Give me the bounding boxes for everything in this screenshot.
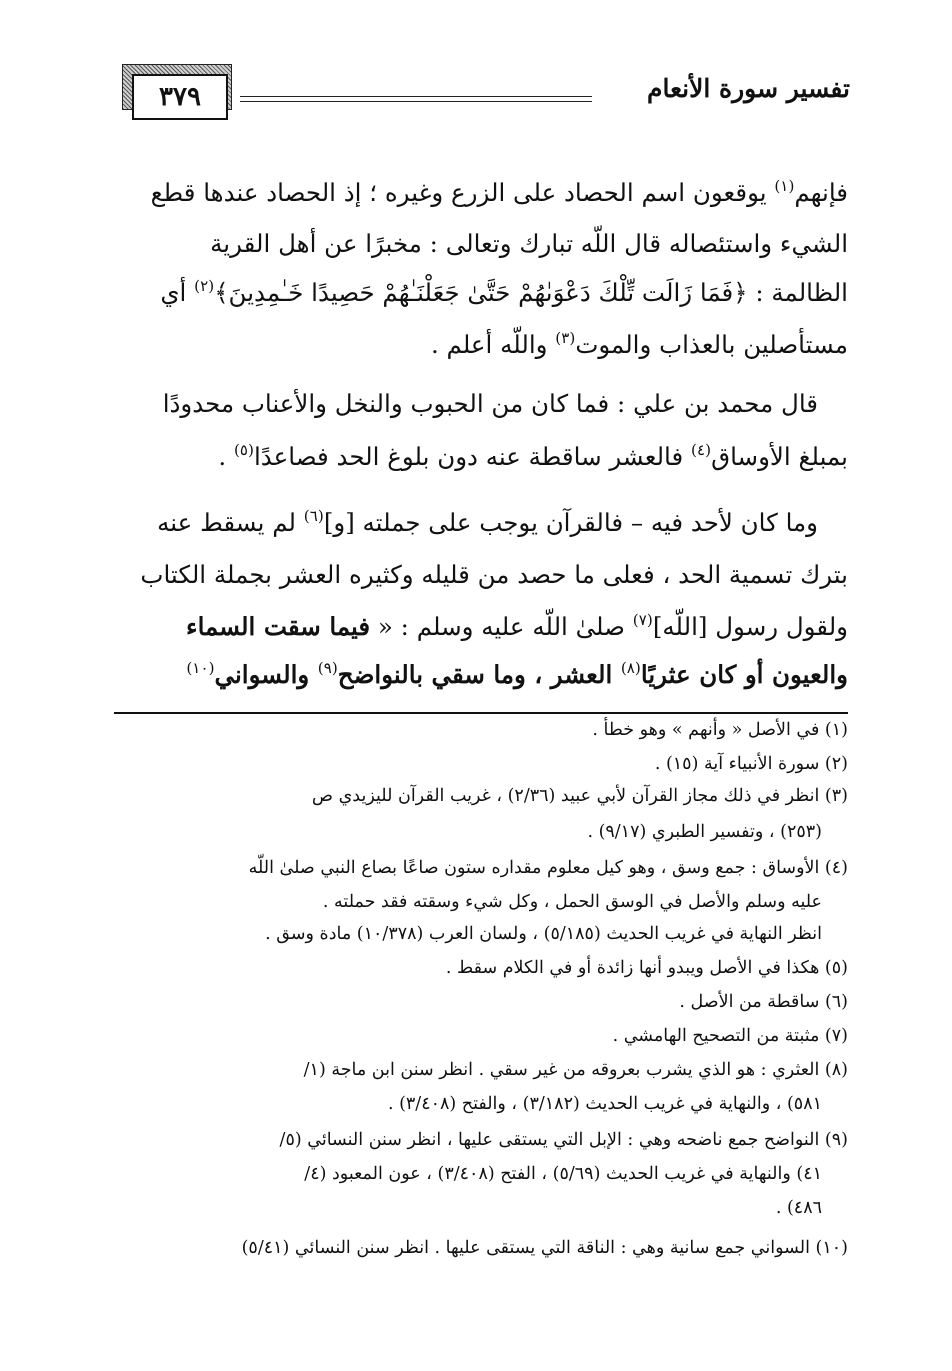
page-number: ٣٧٩ [132, 74, 228, 120]
text-run: صلىٰ اللّه عليه وسلم : « [370, 612, 633, 641]
text-line [140, 560, 848, 589]
text-line [151, 178, 848, 207]
footnote-line: عليه وسلم والأصل في الوسق الحمل ، وكل شيء وسقته فقد حملته . [322, 892, 822, 912]
text-line [210, 229, 848, 258]
text-run: فإنهم [794, 178, 848, 207]
running-title: تفسير سورة الأنعام [646, 74, 850, 103]
footnote-line: (٦) ساقطة من الأصل . [679, 992, 848, 1012]
text-run: بترك تسمية الحد ، فعلى ما حصد من قليله وكثيره العشر بجملة الكتاب [140, 560, 848, 589]
text-line [431, 330, 848, 359]
header-rule [240, 96, 592, 97]
text-run: الشيء واستئصاله قال اللّه تبارك وتعالى : مخبرًا عن أهل القرية [210, 229, 848, 258]
text-run: أي [160, 278, 195, 307]
text-run: قال محمد بن علي : فما كان من الحبوب والنخل والأعناب محدودًا [162, 389, 818, 418]
text-line [218, 442, 848, 471]
footnote-line: (٥) هكذا في الأصل ويبدو أنها زائدة أو في الكلام سقط . [445, 958, 848, 978]
footnote-marker: (١٠) [186, 659, 215, 678]
text-run: فالعشر ساقطة عنه دون بلوغ الحد فصاعدًا [253, 442, 692, 471]
text-run: وما كان لأحد فيه – فالقرآن يوجب على جملته [و] [323, 508, 818, 537]
footnote-line: (٨) العثري : هو الذي يشرب بعروقه من غير سقي . انظر سنن ابن ماجة (١/ [303, 1060, 848, 1080]
footnote-marker: (٦) [303, 507, 324, 526]
text-run: بمبلغ الأوساق [711, 442, 848, 471]
footnote-line: (١) في الأصل « وأنهم » وهو خطأ . [592, 720, 848, 740]
text-line [186, 660, 848, 689]
text-line [186, 612, 848, 641]
header-rule [240, 101, 592, 102]
footnote-line: (٩) النواضح جمع ناضحه وهي : الإبل التي يستقى عليها ، انظر سنن النسائي (٥/ [279, 1130, 848, 1150]
footnote-marker: (٨) [620, 659, 641, 678]
footnote-line: ٥٨١) ، والنهاية في غريب الحديث (٣/١٨٢) ، والفتح (٣/٤٠٨) . [387, 1094, 822, 1114]
hadith-text: العشر ، وما سقي بالنواضح [337, 660, 621, 689]
text-line [163, 389, 818, 418]
footnote-line: (٣) انظر في ذلك مجاز القرآن لأبي عبيد (٢/٣٦) ، غريب القرآن لليزيدي ص [311, 786, 848, 806]
footnote-line: ٤٨٦) . [775, 1198, 822, 1218]
footnote-marker: (٥) [233, 441, 254, 460]
footnote-marker: (١) [774, 177, 795, 196]
hadith-text: فيما سقت السماء [186, 612, 371, 641]
text-run: الظالمة : ﴿فَمَا زَالَت تِّلْكَ دَعْوَىٰهُمْ حَتَّىٰ جَعَلْنَـٰهُمْ حَصِيدًا خَـٰمِدِينَ﴾ [214, 278, 848, 307]
footnote-line: (٢) سورة الأنبياء آية (١٥) . [654, 754, 848, 774]
text-run: مستأصلين بالعذاب والموت [575, 330, 848, 359]
footnote-line: (٧) مثبتة من التصحيح الهامشي . [612, 1026, 848, 1046]
text-run: يوقعون اسم الحصاد على الزرع وغيره ؛ إذ الحصاد عندها قطع [150, 178, 775, 207]
text-run: ولقول رسول [اللّه] [652, 612, 848, 641]
text-line [157, 508, 818, 537]
footnote-marker: (٩) [317, 659, 338, 678]
text-run: واللّه أعلم . [430, 330, 556, 359]
footnote-marker: (٢) [194, 277, 215, 296]
footnote-line: (٢٥٣) ، وتفسير الطبري (٩/١٧) . [587, 822, 822, 842]
footnote-marker: (٤) [691, 441, 712, 460]
hadith-underline [114, 712, 848, 714]
text-line [160, 278, 848, 307]
footnote-line: (٤) الأوساق : جمع وسق ، وهو كيل معلوم مقداره ستون صاعًا بصاع النبي صلىٰ اللّه [248, 858, 848, 878]
footnote-line: (١٠) السواني جمع سانية وهي : الناقة التي يستقى عليها . انظر سنن النسائي (٥/٤١) [241, 1238, 848, 1258]
footnote-line: ٤١) والنهاية في غريب الحديث (٥/٦٩) ، الفتح (٣/٤٠٨) ، عون المعبود (٤/ [304, 1164, 822, 1184]
text-run: لم يسقط عنه [157, 508, 304, 537]
footnote-marker: (٧) [632, 611, 653, 630]
text-run: . [218, 442, 234, 471]
footnote-marker: (٣) [555, 329, 576, 348]
hadith-text: والعيون أو كان عثريًا [640, 660, 848, 689]
footnote-line: انظر النهاية في غريب الحديث (٥/١٨٥) ، ولسان العرب (١٠/٣٧٨) مادة وسق . [265, 924, 822, 944]
hadith-text: والسواني [214, 660, 318, 689]
